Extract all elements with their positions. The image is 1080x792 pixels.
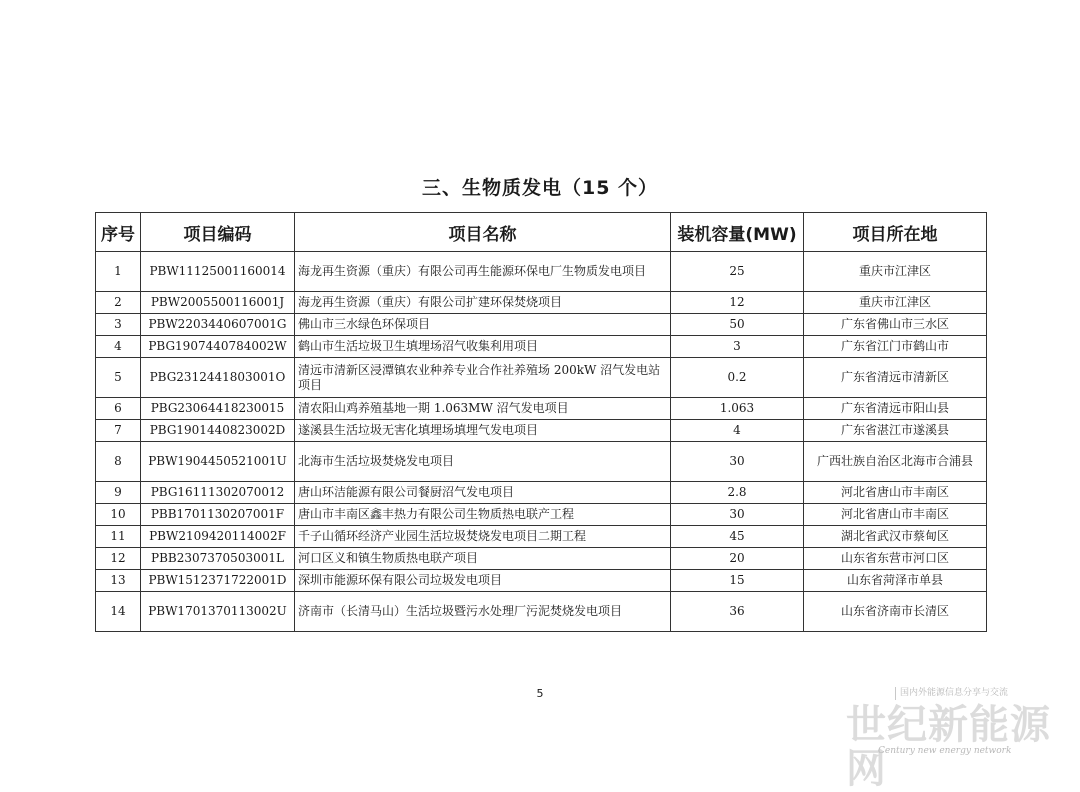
cell-code: PBW1701370113002U bbox=[141, 592, 295, 632]
table-row bbox=[96, 358, 987, 398]
table-row bbox=[96, 548, 987, 570]
cell-location: 广东省江门市鹤山市 bbox=[804, 336, 987, 358]
cell-location: 山东省东营市河口区 bbox=[804, 548, 987, 570]
cell-code: PBW1904450521001U bbox=[141, 442, 295, 482]
cell-code: PBW1112500116001​4 bbox=[141, 252, 295, 292]
cell-name: 清远市清新区浸潭镇农业种养专业合作社养殖场 200kW 沼气发电站项目 bbox=[295, 358, 671, 398]
cell-capacity: 4 bbox=[671, 420, 804, 442]
table-row bbox=[96, 398, 987, 420]
header-no: 序号 bbox=[96, 213, 141, 252]
cell-name: 河口区义和镇生物质热电联产项目 bbox=[295, 548, 671, 570]
cell-name: 唐山市丰南区鑫丰热力有限公司生物质热电联产工程 bbox=[295, 504, 671, 526]
cell-name: 海龙再生资源（重庆）有限公司扩建环保焚烧项目 bbox=[295, 292, 671, 314]
table-row bbox=[96, 570, 987, 592]
page-number: 5 bbox=[536, 687, 544, 700]
watermark-subtitle: Century new energy network bbox=[878, 746, 1012, 756]
cell-no: 8 bbox=[96, 442, 141, 482]
cell-location: 广东省清远市清新区 bbox=[804, 358, 987, 398]
cell-no: 2 bbox=[96, 292, 141, 314]
cell-location: 广东省清远市阳山县 bbox=[804, 398, 987, 420]
cell-no: 12 bbox=[96, 548, 141, 570]
watermark-logo: 世纪新能源网 bbox=[846, 702, 1051, 792]
cell-location: 山东省济南市长清区 bbox=[804, 592, 987, 632]
cell-no: 10 bbox=[96, 504, 141, 526]
cell-code: PBW2203440607001G bbox=[141, 314, 295, 336]
table-row bbox=[96, 526, 987, 548]
cell-capacity: 0.2 bbox=[671, 358, 804, 398]
cell-no: 14 bbox=[96, 592, 141, 632]
cell-code: PBB1701130207001F bbox=[141, 504, 295, 526]
cell-name: 千子山循环经济产业园生活垃圾焚烧发电项目二期工程 bbox=[295, 526, 671, 548]
cell-no: 1 bbox=[96, 252, 141, 292]
cell-location: 广西壮族自治区北海市合浦县 bbox=[804, 442, 987, 482]
cell-location: 湖北省武汉市蔡甸区 bbox=[804, 526, 987, 548]
cell-code: PBG2312441803001O bbox=[141, 358, 295, 398]
header-code: 项目编码 bbox=[141, 213, 295, 252]
cell-no: 3 bbox=[96, 314, 141, 336]
cell-name: 唐山环洁能源有限公司餐厨沼气发电项目 bbox=[295, 482, 671, 504]
table-row bbox=[96, 420, 987, 442]
cell-capacity: 50 bbox=[671, 314, 804, 336]
cell-no: 11 bbox=[96, 526, 141, 548]
cell-capacity: 1.063 bbox=[671, 398, 804, 420]
cell-code: PBG23064418230015 bbox=[141, 398, 295, 420]
cell-location: 重庆市江津区 bbox=[804, 292, 987, 314]
cell-capacity: 3 bbox=[671, 336, 804, 358]
cell-location: 河北省唐山市丰南区 bbox=[804, 504, 987, 526]
header-location: 项目所在地 bbox=[804, 213, 987, 252]
cell-no: 7 bbox=[96, 420, 141, 442]
cell-code: PBG1901440823002D bbox=[141, 420, 295, 442]
table-header-row bbox=[96, 213, 987, 252]
cell-capacity: 2.8 bbox=[671, 482, 804, 504]
cell-name: 北海市生活垃圾焚烧发电项目 bbox=[295, 442, 671, 482]
cell-code: PBG16111302070012 bbox=[141, 482, 295, 504]
cell-capacity: 12 bbox=[671, 292, 804, 314]
cell-no: 9 bbox=[96, 482, 141, 504]
cell-code: PBB2307370503001L bbox=[141, 548, 295, 570]
cell-capacity: 20 bbox=[671, 548, 804, 570]
cell-capacity: 25 bbox=[671, 252, 804, 292]
cell-no: 4 bbox=[96, 336, 141, 358]
header-name: 项目名称 bbox=[295, 213, 671, 252]
header-capacity: 装机容量(MW) bbox=[671, 213, 804, 252]
cell-code: PBW2109420114002F bbox=[141, 526, 295, 548]
table-row bbox=[96, 252, 987, 292]
cell-name: 深圳市能源环保有限公司垃圾发电项目 bbox=[295, 570, 671, 592]
table-row bbox=[96, 504, 987, 526]
cell-location: 河北省唐山市丰南区 bbox=[804, 482, 987, 504]
cell-name: 清农阳山鸡养殖基地一期 1.063MW 沼气发电项目 bbox=[295, 398, 671, 420]
cell-no: 6 bbox=[96, 398, 141, 420]
table-row bbox=[96, 292, 987, 314]
cell-code: PBW1512371722001D bbox=[141, 570, 295, 592]
cell-location: 广东省佛山市三水区 bbox=[804, 314, 987, 336]
cell-location: 广东省湛江市遂溪县 bbox=[804, 420, 987, 442]
document-title: 三、生物质发电（15 个） bbox=[421, 177, 659, 199]
cell-name: 鹤山市生活垃圾卫生填埋场沼气收集利用项目 bbox=[295, 336, 671, 358]
cell-capacity: 45 bbox=[671, 526, 804, 548]
project-table bbox=[95, 212, 987, 632]
cell-code: PBG1907440784002W bbox=[141, 336, 295, 358]
cell-location: 山东省菏泽市单县 bbox=[804, 570, 987, 592]
cell-name: 佛山市三水绿色环保项目 bbox=[295, 314, 671, 336]
table-row bbox=[96, 482, 987, 504]
cell-name: 遂溪县生活垃圾无害化填埋场填埋气发电项目 bbox=[295, 420, 671, 442]
table-row bbox=[96, 442, 987, 482]
cell-no: 13 bbox=[96, 570, 141, 592]
table-row bbox=[96, 336, 987, 358]
cell-name: 海龙再生资源（重庆）有限公司再生能源环保电厂生物质发电项目 bbox=[295, 252, 671, 292]
table-row bbox=[96, 592, 987, 632]
watermark-tagline: 国内外能源信息分享与交流 bbox=[895, 687, 1035, 700]
table-row bbox=[96, 314, 987, 336]
cell-capacity: 30 bbox=[671, 504, 804, 526]
cell-location: 重庆市江津区 bbox=[804, 252, 987, 292]
cell-capacity: 36 bbox=[671, 592, 804, 632]
cell-capacity: 30 bbox=[671, 442, 804, 482]
cell-name: 济南市（长清马山）生活垃圾暨污水处理厂污泥焚烧发电项目 bbox=[295, 592, 671, 632]
cell-code: PBW2005500116001J bbox=[141, 292, 295, 314]
cell-no: 5 bbox=[96, 358, 141, 398]
cell-capacity: 15 bbox=[671, 570, 804, 592]
